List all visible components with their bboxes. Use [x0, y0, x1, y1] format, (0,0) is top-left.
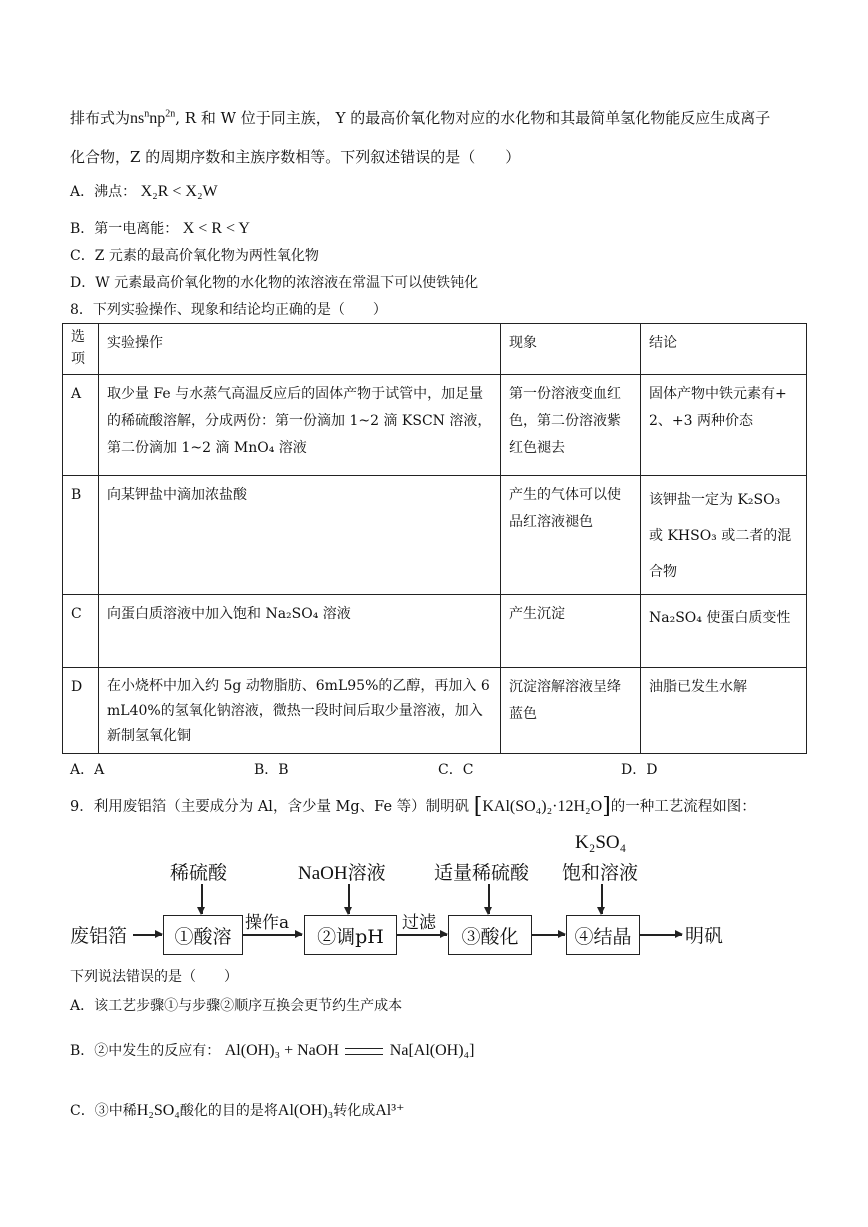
row-d-conclusion: 油脂已发生水解 — [641, 668, 807, 754]
q9-option-c — [70, 1101, 404, 1121]
row-a-conclusion: 固体产物中铁元素有+2、+3 两种价态 — [641, 375, 807, 476]
q9-option-b-lhs: Al(OH)₃ + NaOH — [224, 1042, 339, 1059]
equals-sign — [345, 1048, 383, 1055]
q9-option-c-acid: H₂SO₄ — [136, 1102, 180, 1119]
row-c-phenomenon: 产生沉淀 — [501, 595, 641, 668]
q7-option-a-formula: X₂R < X₂W — [140, 183, 218, 200]
row-b-conclusion: 该钾盐一定为 K₂SO₃ 或 KHSO₃ 或二者的混合物 — [641, 476, 807, 595]
arrow-reagent-1 — [201, 884, 203, 914]
q8-option-d: D．D — [621, 762, 658, 778]
intro-text-a: 排布式为 — [70, 109, 131, 127]
table-header-row — [63, 324, 807, 375]
arrow-2-to-3 — [397, 934, 447, 936]
header-operation: 实验操作 — [99, 324, 501, 375]
arrow-reagent-4 — [601, 884, 603, 914]
q8-option-b: B．B — [254, 762, 289, 778]
row-b-operation: 向某钾盐中滴加浓盐酸 — [99, 476, 501, 595]
q9-stem — [70, 794, 756, 819]
row-d-operation: 在小烧杯中加入约 5g 动物脂肪、6mL95%的乙醇，再加入 6mL40%的氢氧化钠溶液，微热一段时间后取少量溶液，加入新制氢氧化铜 — [99, 668, 501, 754]
intro-text-b: , R 和 W 位于同主族， Y 的最高价氧化物对应的水化物和其最简单氢化物能反应生成离子 — [175, 109, 771, 127]
q7-option-b-formula: X < R < Y — [182, 220, 250, 237]
q9-stem-b: 的一种工艺流程如图： — [610, 799, 756, 815]
table-row — [63, 595, 807, 668]
q9-option-b — [70, 1041, 474, 1061]
config-sup-2n: 2n — [165, 108, 176, 120]
row-b-option: B — [63, 476, 99, 595]
arrow-reagent-2 — [348, 884, 350, 914]
config-ns: ns — [130, 110, 145, 127]
row-d-phenomenon: 沉淀溶解溶液呈绛蓝色 — [501, 668, 641, 754]
q9-option-c-a: C．③中稀 — [70, 1103, 137, 1119]
q9-option-b-rhs: Na[Al(OH)₄] — [389, 1042, 475, 1059]
reagent-4-formula: K₂SO₄ — [575, 832, 627, 853]
row-c-option: C — [63, 595, 99, 668]
row-a-option: A — [63, 375, 99, 476]
flow-end: 明矾 — [685, 925, 724, 947]
alum-formula: KAl(SO₄)₂·12H₂O — [482, 798, 603, 815]
row-c-conclusion: Na₂SO₄ 使蛋白质变性 — [641, 595, 807, 668]
q9-option-c-c: 转化成 — [333, 1103, 376, 1119]
arrow-start-to-1 — [133, 934, 162, 936]
q7-option-b — [70, 219, 250, 239]
intro-line-2: 化合物，Z 的周期序数和主族序数相等。下列叙述错误的是（ ） — [70, 148, 521, 166]
header-conclusion: 结论 — [641, 324, 807, 375]
bracket-right: ] — [602, 794, 611, 819]
header-phenomenon: 现象 — [501, 324, 641, 375]
q8-option-a: A．A — [70, 762, 105, 778]
electron-config — [130, 110, 175, 127]
arrow-1-to-2 — [243, 934, 302, 936]
q9-stem-a: 9．利用废铝箔（主要成分为 Al，含少量 Mg、Fe 等）制明矾 — [70, 799, 470, 815]
q7-option-b-label: B．第一电离能： — [70, 221, 179, 237]
flow-filter: 过滤 — [402, 913, 436, 933]
row-b-phenomenon: 产生的气体可以使品红溶液褪色 — [501, 476, 641, 595]
q9-option-b-label: B．②中发生的反应有： — [70, 1043, 221, 1059]
flow-step-4: ④结晶 — [566, 915, 640, 955]
row-a-operation: 取少量 Fe 与水蒸气高温反应后的固体产物于试管中，加足量的稀硫酸溶解，分成两份：第一份滴加 1~2 滴 KSCN 溶液，第二份滴加 1~2 滴 MnO₄ 溶液 — [99, 375, 501, 476]
q7-option-c: C．Z 元素的最高价氧化物为两性氧化物 — [70, 248, 319, 264]
table-row — [63, 476, 807, 595]
q7-option-a — [70, 182, 218, 202]
q9-option-c-b: 酸化的目的是将 — [179, 1103, 278, 1119]
flow-op-a: 操作a — [245, 913, 290, 933]
header-option: 选项 — [63, 324, 99, 375]
reagent-3: 适量稀硫酸 — [434, 862, 530, 884]
config-np: np — [149, 110, 166, 127]
reagent-2: NaOH溶液 — [298, 863, 386, 884]
arrow-reagent-3 — [488, 884, 490, 914]
flow-start: 废铝箔 — [70, 925, 128, 947]
flow-step-1: ①酸溶 — [163, 915, 243, 955]
q8-option-c: C．C — [438, 762, 474, 778]
arrow-3-to-4 — [532, 934, 565, 936]
flow-step-2: ②调pH — [304, 915, 397, 955]
arrow-4-to-end — [640, 934, 682, 936]
table-row — [63, 375, 807, 476]
q8-table — [62, 323, 807, 754]
q9-question: 下列说法错误的是（ ） — [70, 969, 238, 985]
q8-stem: 8．下列实验操作、现象和结论均正确的是（ ） — [70, 302, 387, 318]
q7-option-d: D．W 元素最高价氧化物的水化物的浓溶液在常温下可以使铁钝化 — [70, 275, 479, 291]
config-sup-n: n — [144, 108, 150, 120]
q9-option-a: A．该工艺步骤①与步骤②顺序互换会更节约生产成本 — [70, 998, 403, 1014]
bracket-left: [ — [473, 794, 483, 819]
row-a-phenomenon: 第一份溶液变血红色，第二份溶液紫红色褪去 — [501, 375, 641, 476]
table-row — [63, 668, 807, 754]
reagent-1: 稀硫酸 — [170, 862, 228, 884]
flow-step-3: ③酸化 — [448, 915, 532, 955]
reagent-4-label: 饱和溶液 — [562, 862, 639, 884]
q9-option-c-ion: Al³⁺ — [375, 1102, 405, 1119]
q7-option-a-label: A．沸点： — [70, 184, 137, 200]
q9-option-c-hydroxide: Al(OH)₃ — [277, 1102, 334, 1119]
row-d-option: D — [63, 668, 99, 754]
intro-line-1 — [70, 108, 770, 129]
row-c-operation: 向蛋白质溶液中加入饱和 Na₂SO₄ 溶液 — [99, 595, 501, 668]
